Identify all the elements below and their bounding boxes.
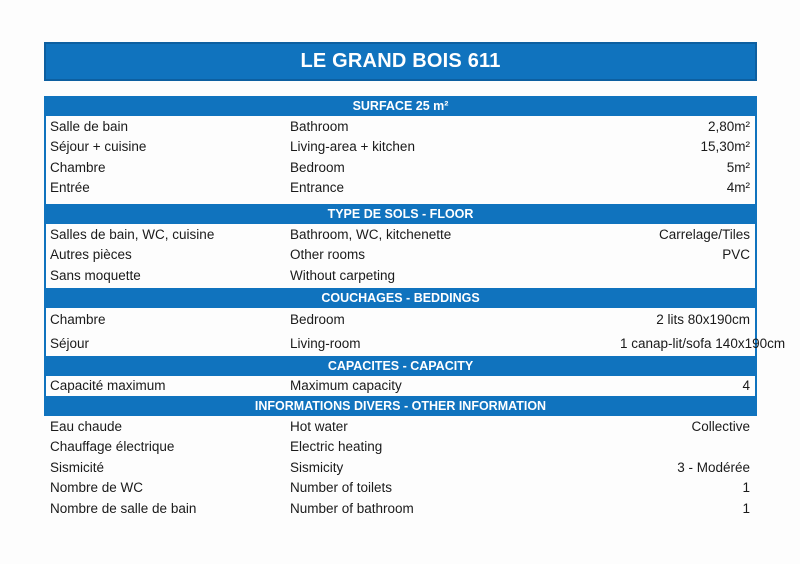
label-fr: Chambre	[50, 159, 106, 175]
label-en: Bathroom	[290, 118, 349, 134]
table-row	[46, 157, 755, 178]
page-title: LE GRAND BOIS 611	[300, 50, 501, 72]
row-value: 2 lits 80x190cm	[656, 312, 750, 327]
section-surface	[46, 96, 755, 198]
section-header-label: COUCHAGES - BEDDINGS	[321, 290, 480, 305]
label-en: Number of toilets	[290, 480, 393, 496]
row-value: 4m²	[726, 180, 750, 196]
section-beddings	[46, 288, 786, 356]
section-header-label: CAPACITES - CAPACITY	[327, 358, 474, 373]
label-fr: Salle de bain	[50, 118, 129, 134]
section-header-label: TYPE DE SOLS - FLOOR	[327, 207, 474, 221]
table-row	[46, 308, 755, 332]
section-header-surface	[46, 96, 755, 116]
label-fr: Chambre	[50, 312, 106, 327]
label-fr: Sismicité	[50, 459, 105, 475]
table-row	[44, 457, 757, 478]
label-en: Other rooms	[290, 247, 366, 263]
section-header-capacity	[46, 356, 755, 376]
row-value: 3 - Modérée	[677, 459, 750, 475]
section-header-beddings	[46, 288, 755, 308]
label-en: Number of bathroom	[290, 500, 414, 516]
table-row	[46, 178, 755, 199]
label-en: Bathroom, WC, kitchenette	[290, 226, 452, 242]
row-value: PVC	[722, 247, 750, 263]
label-en: Without carpeting	[290, 267, 396, 283]
label-en: Bedroom	[290, 312, 345, 327]
label-en: Hot water	[290, 418, 348, 434]
label-en: Entrance	[290, 180, 345, 196]
label-en: Living-room	[290, 336, 361, 351]
label-fr: Nombre de salle de bain	[50, 500, 197, 516]
table-row	[46, 116, 755, 137]
section-floor	[46, 204, 755, 286]
section-header-label: INFORMATIONS DIVERS - OTHER INFORMATION	[254, 399, 547, 413]
label-en: Maximum capacity	[290, 378, 402, 394]
row-value: 1 canap-lit/sofa 140x190cm	[620, 336, 786, 351]
row-value: 1	[742, 480, 750, 496]
row-value: 4	[742, 378, 750, 394]
label-fr: Nombre de WC	[50, 480, 144, 496]
row-value: 5m²	[726, 159, 750, 175]
section-header-floor	[46, 204, 755, 224]
row-value: Collective	[691, 418, 750, 434]
label-fr: Chauffage électrique	[50, 439, 175, 455]
label-fr: Autres pièces	[50, 247, 132, 263]
table-row	[46, 137, 755, 158]
table-row	[46, 265, 755, 286]
table-row	[46, 224, 755, 245]
table-frame	[44, 96, 786, 396]
label-fr: Salles de bain, WC, cuisine	[50, 226, 215, 242]
table-row	[44, 416, 757, 437]
label-fr: Sans moquette	[50, 267, 141, 283]
row-value: 2,80m²	[707, 118, 750, 134]
table-row	[46, 245, 755, 266]
label-fr: Séjour + cuisine	[50, 139, 147, 155]
row-value: 15,30m²	[700, 139, 750, 155]
label-fr: Capacité maximum	[50, 378, 166, 394]
section-capacity	[46, 356, 755, 397]
row-value: Carrelage/Tiles	[658, 226, 750, 242]
section-header-label: SURFACE 25 m²	[352, 99, 449, 113]
section-header-other-information	[44, 396, 757, 416]
section-other-information	[44, 396, 757, 519]
label-en: Living-area + kitchen	[290, 139, 415, 155]
row-value: 1	[742, 500, 750, 516]
label-en: Bedroom	[290, 159, 345, 175]
table-row	[46, 332, 786, 356]
table-row	[44, 437, 757, 458]
table-row	[44, 498, 757, 519]
label-fr: Séjour	[50, 336, 90, 351]
table-row	[46, 376, 755, 397]
table-row	[44, 478, 757, 499]
label-fr: Eau chaude	[50, 418, 123, 434]
title-banner	[44, 42, 757, 81]
label-en: Electric heating	[290, 439, 383, 455]
label-fr: Entrée	[50, 180, 90, 196]
label-en: Sismicity	[290, 459, 344, 475]
